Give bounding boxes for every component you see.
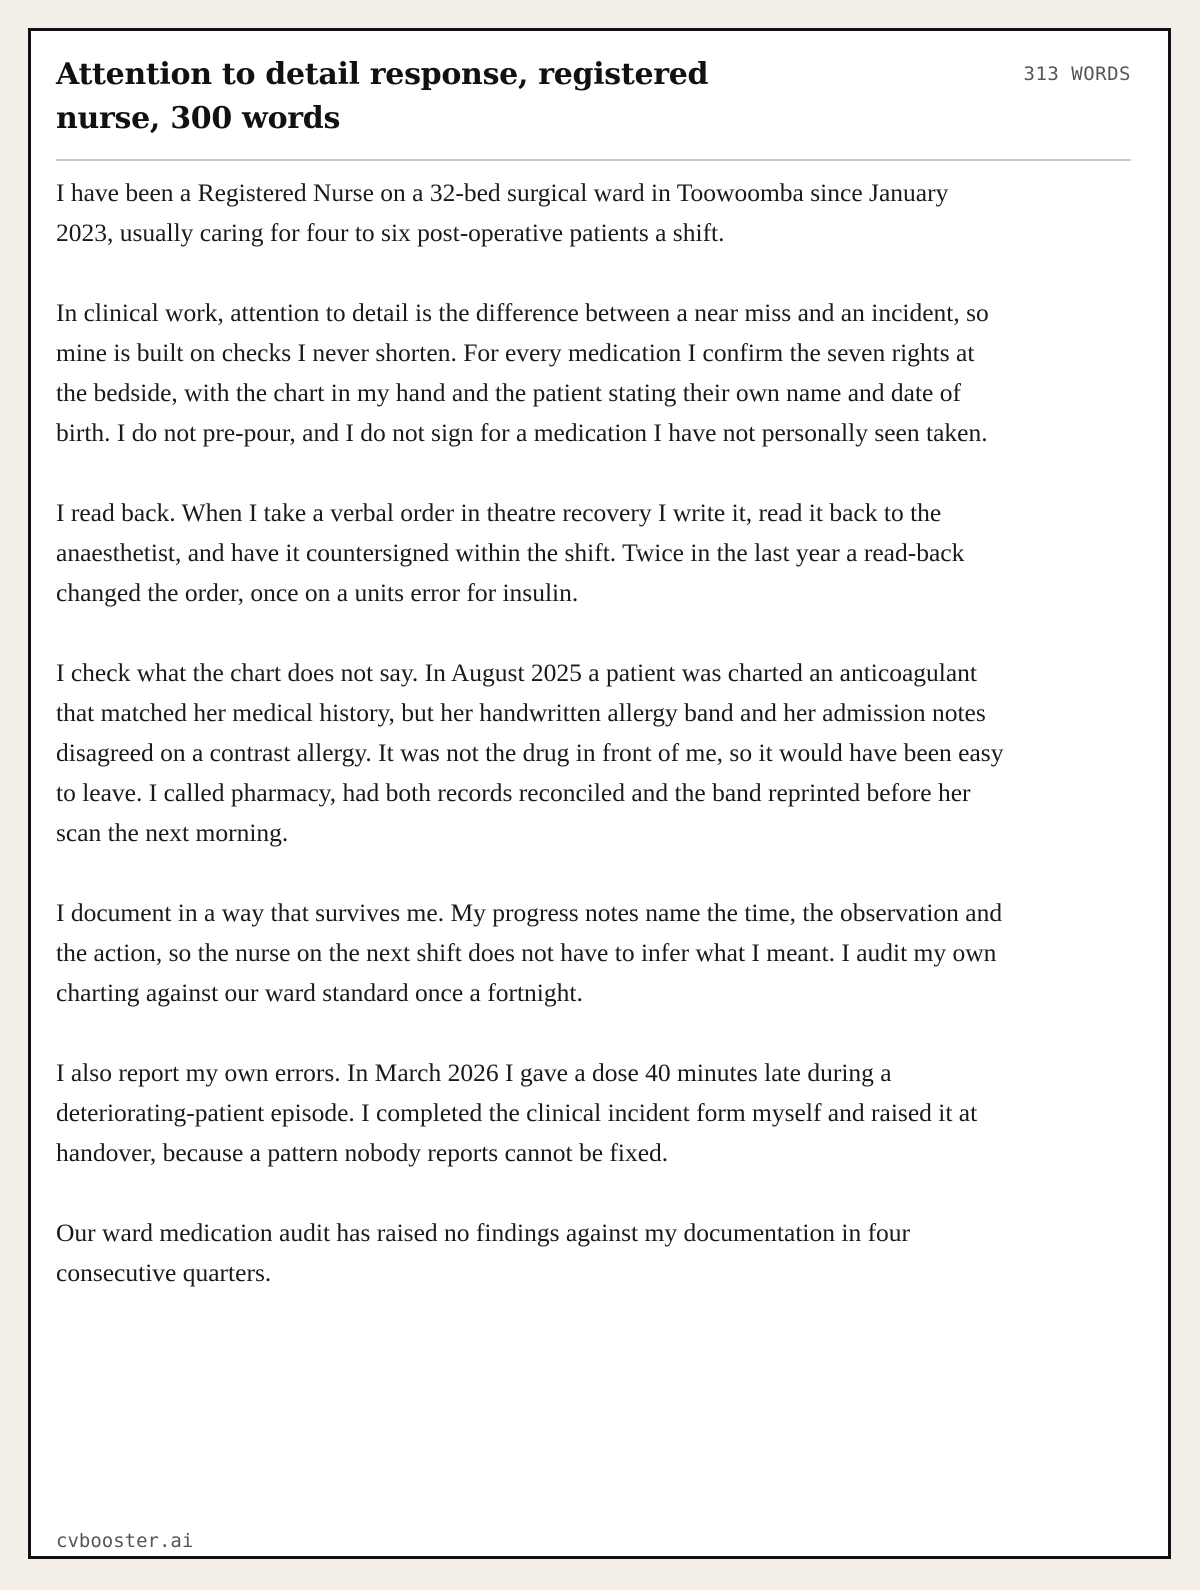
header-divider <box>56 159 1131 161</box>
paragraph-1: I have been a Registered Nurse on a 32-bed surgical ward in Toowoomba since January 2023, usually caring for four to six post-operative patients a shift. <box>56 178 949 247</box>
document-body <box>56 173 1006 1333</box>
paragraph-4: I check what the chart does not say. In August 2025 a patient was charted an anticoagulant that matched her medical history, but her handwritten allergy band and her admission notes disagreed on a contrast allergy. It was not the drug in front of me, so it would have been easy to leave. I called pharmacy, had both records reconciled and the band reprinted before her scan the next morning. <box>56 658 1004 847</box>
paragraph-5: I document in a way that survives me. My progress notes name the time, the observation and the action, so the nurse on the next shift does not have to infer what I meant. I audit my own charting against our ward standard once a fortnight. <box>56 898 1003 1007</box>
paragraph-7: Our ward medication audit has raised no findings against my documentation in four consecutive quarters. <box>56 1218 911 1287</box>
paragraph-2: In clinical work, attention to detail is the difference between a near miss and an incident, so mine is built on checks I never shorten. For every medication I confirm the seven rights at the bedside, with the chart in my hand and the patient stating their own name and date of birth. I do not pre-pour, and I do not sign for a medication I have not personally seen taken. <box>56 298 989 447</box>
document-title: Attention to detail response, registered nurse, 300 words <box>56 57 709 136</box>
paragraph-6: I also report my own errors. In March 2026 I gave a dose 40 minutes late during a deteriorating-patient episode. I completed the clinical incident form myself and raised it at handover, because a pattern nobody reports cannot be fixed. <box>56 1058 978 1167</box>
document-header <box>56 53 1131 141</box>
footer-brand: cvbooster.ai <box>56 1530 194 1552</box>
paragraph-3: I read back. When I take a verbal order in theatre recovery I write it, read it back to the anaesthetist, and have it countersigned within the shift. Twice in the last year a read-back changed the order, once on a units error for insulin. <box>56 498 965 607</box>
document-card <box>28 28 1171 1559</box>
word-count-badge: 313 WORDS <box>1023 63 1131 85</box>
